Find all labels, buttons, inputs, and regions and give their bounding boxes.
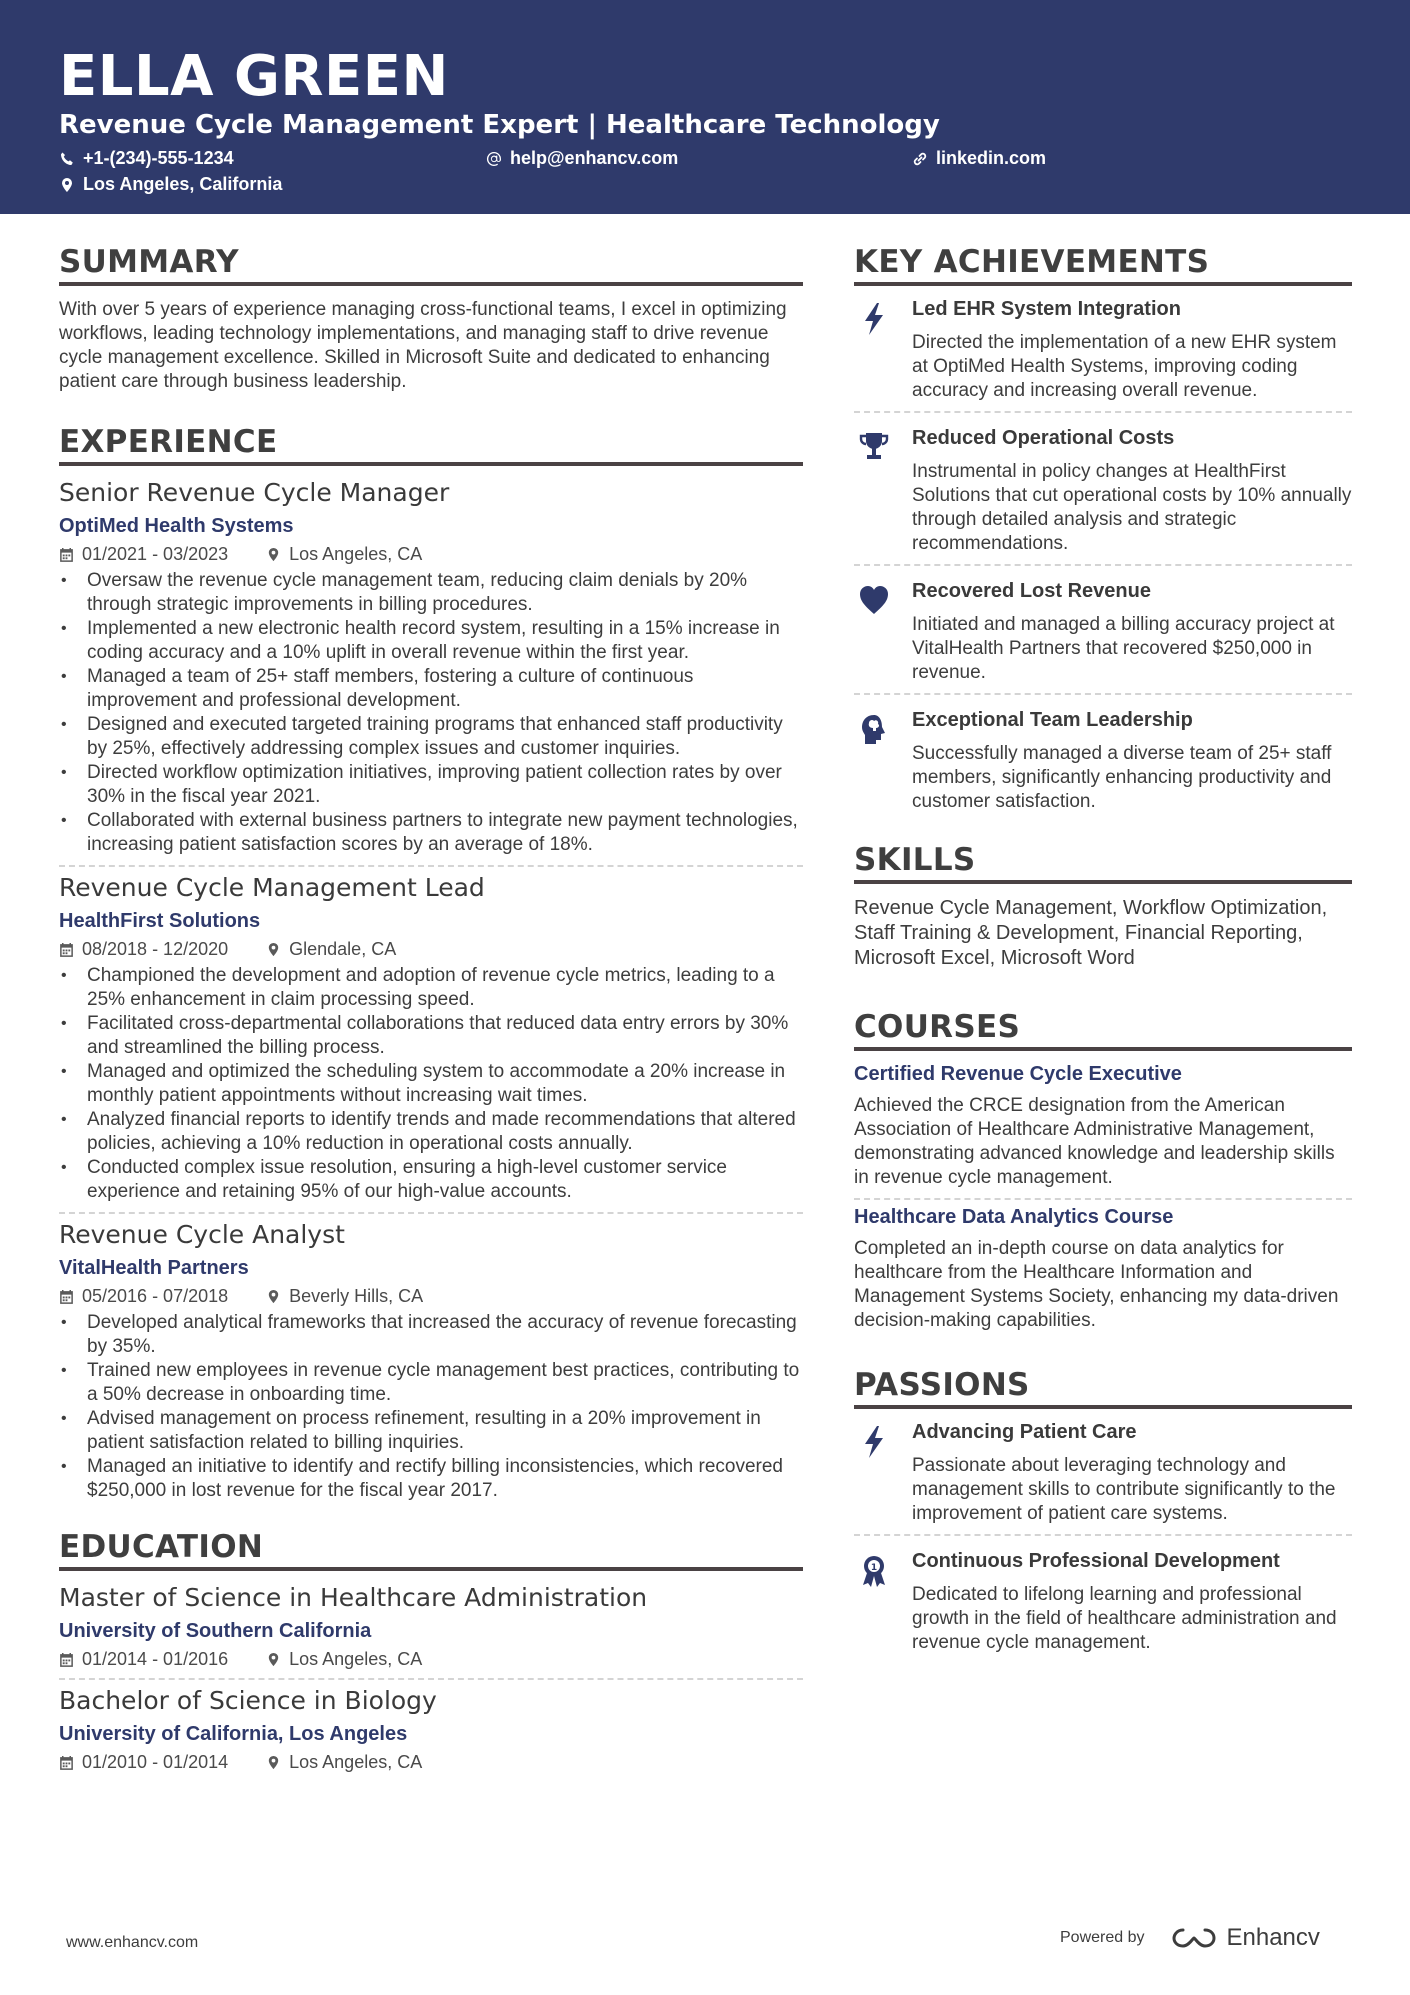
meta-row [59,1752,803,1773]
job-title: Senior Revenue Cycle Manager [59,478,450,507]
courses-heading: COURSES [854,1009,1352,1051]
item-body [912,709,1352,814]
bullet-list [59,1311,803,1503]
enhancv-logo[interactable] [1171,1924,1320,1952]
candidate-headline: Revenue Cycle Management Expert | Healthcare Technology [59,110,940,140]
summary-text: With over 5 years of experience managing cross-functional teams, I excel in optimizing workflows, leading technology implementations, and managing staff to drive revenue cycle management excellence. Skilled in Microsoft Suite and dedicated to enhancing patient care through business leadership. [59,299,787,392]
bullet-item: • Managed and optimized the scheduling system to accommodate a 20% increase in monthly patient appointments without increasing wait times. [59,1060,803,1108]
achievement-item [854,572,1352,685]
location: Glendale, CA [289,939,397,959]
item-title: Continuous Professional Development [912,1550,1280,1572]
date-range: 01/2021 - 03/2023 [82,544,229,564]
achievements-list [854,290,1352,814]
item-body [912,298,1352,403]
location-pin-icon [59,177,75,193]
icon-wrap [854,1550,894,1655]
location-pin-icon [266,942,281,957]
meta-row [59,939,803,960]
divider [59,1212,803,1214]
calendar-icon [59,1652,74,1667]
date-range: 01/2010 - 01/2014 [82,1752,229,1772]
school-name: University of Southern California [59,1620,372,1642]
location-pin-icon [266,1652,281,1667]
resume-header [0,0,1410,214]
item-description: Successfully managed a diverse team of 25+ staff members, significantly enhancing productivity and customer satisfaction. [912,743,1332,812]
item-title: Exceptional Team Leadership [912,709,1193,731]
bullet-item: • Developed analytical frameworks that increased the accuracy of revenue forecasting by 35%. [59,1311,803,1359]
bullet-item: • Implemented a new electronic health record system, resulting in a 15% increase in coding accuracy and a 10% uplift in overall revenue within the first year. [59,617,803,665]
company-name: VitalHealth Partners [59,1257,249,1279]
bullet-item: • Analyzed financial reports to identify trends and made recommendations that altered policies, achieving a 10% reduction in operational costs annually. [59,1108,803,1156]
item-description: Initiated and managed a billing accuracy project at VitalHealth Partners that recovered $250,000 in revenue. [912,614,1335,683]
education-list [59,1583,803,1773]
item-description: Passionate about leveraging technology and management skills to contribute significantly to the improvement of patient care systems. [912,1455,1336,1524]
divider [854,693,1352,695]
location: Los Angeles, CA [289,544,423,564]
trophy-icon [859,431,889,465]
education-entry [59,1686,803,1773]
item-title: Reduced Operational Costs [912,427,1175,449]
footer-website[interactable]: www.enhancv.com [66,1934,199,1951]
brand-name: Enhancv [1226,1924,1320,1951]
item-description: Directed the implementation of a new EHR system at OptiMed Health Systems, improving coding accuracy and increasing overall revenue. [912,332,1337,401]
divider [59,1678,803,1680]
bullet-item: • Designed and executed targeted training programs that enhanced staff productivity by 25%, effectively addressing complex issues and customer inquiries. [59,713,803,761]
location-pin-icon [266,1289,281,1304]
experience-entry [59,1220,803,1503]
location: Los Angeles, CA [289,1649,423,1669]
phone-icon [59,151,75,167]
education-heading: EDUCATION [59,1529,803,1571]
date-range: 01/2014 - 01/2016 [82,1649,229,1669]
course-title: Healthcare Data Analytics Course [854,1206,1174,1228]
course-description: Achieved the CRCE designation from the American Association of Healthcare Administrative Management, demonstrating advanced knowledge and leadership skills in revenue cycle management. [854,1095,1335,1188]
candidate-name: ELLA GREEN [59,44,449,109]
achievement-item [854,1413,1352,1526]
meta-row [59,1286,803,1307]
meta-row [59,544,803,565]
left-column [59,244,803,1773]
divider [854,1198,1352,1200]
location-pin-icon [266,547,281,562]
item-title: Recovered Lost Revenue [912,580,1151,602]
location: Los Angeles, CA [289,1752,423,1772]
bullet-item: • Directed workflow optimization initiatives, improving patient collection rates by over 30% in the fiscal year 2021. [59,761,803,809]
link-icon [912,151,928,167]
summary-heading: SUMMARY [59,244,803,286]
footer-branding [1060,1924,1320,1952]
bullet-list [59,964,803,1204]
item-description: Instrumental in policy changes at HealthFirst Solutions that cut operational costs by 10% annually through detailed analysis and strategic recommendations. [912,461,1352,554]
item-title: Led EHR System Integration [912,298,1181,320]
heart-icon [859,584,889,618]
calendar-icon [59,547,74,562]
degree-title: Bachelor of Science in Biology [59,1686,437,1715]
item-body [912,1550,1352,1655]
award-ribbon-icon [859,1554,889,1588]
job-title: Revenue Cycle Management Lead [59,873,485,902]
skills-heading: SKILLS [854,842,1352,884]
at-sign-icon [486,151,502,167]
item-title: Advancing Patient Care [912,1421,1137,1443]
experience-entry [59,873,803,1204]
experience-heading: EXPERIENCE [59,424,803,466]
item-body [912,427,1352,556]
calendar-icon [59,942,74,957]
achievement-item [854,701,1352,814]
bullet-list [59,569,803,857]
course-title: Certified Revenue Cycle Executive [854,1063,1182,1085]
icon-wrap [854,427,894,556]
divider [854,1534,1352,1536]
head-brain-icon [859,713,889,747]
infinity-logo-icon [1171,1926,1217,1950]
right-column [854,244,1352,1655]
item-body [912,580,1352,685]
item-body [912,1421,1352,1526]
company-name: OptiMed Health Systems [59,515,294,537]
company-name: HealthFirst Solutions [59,910,261,932]
divider [854,564,1352,566]
icon-wrap [854,298,894,403]
meta-row [59,1649,803,1670]
achievements-heading: KEY ACHIEVEMENTS [854,244,1352,286]
achievement-item [854,290,1352,403]
date-range: 08/2018 - 12/2020 [82,939,229,959]
icon-wrap [854,580,894,685]
job-title: Revenue Cycle Analyst [59,1220,345,1249]
experience-entry [59,478,803,857]
bullet-item: • Advised management on process refinement, resulting in a 20% improvement in patient satisfaction related to billing inquiries. [59,1407,803,1455]
bullet-item: • Conducted complex issue resolution, ensuring a high-level customer service experience and retaining 95% of our high-value accounts. [59,1156,803,1204]
achievement-item [854,1542,1352,1655]
powered-by-text: Powered by [1060,1929,1145,1946]
location-text: Los Angeles, California [83,174,283,194]
linkedin-text: linkedin.com [936,148,1047,168]
icon-wrap [854,1421,894,1526]
bullet-item: • Trained new employees in revenue cycle management best practices, contributing to a 50% decrease in onboarding time. [59,1359,803,1407]
bullet-item: • Facilitated cross-departmental collaborations that reduced data entry errors by 30% and streamlined the billing process. [59,1012,803,1060]
education-entry [59,1583,803,1670]
date-range: 05/2016 - 07/2018 [82,1286,229,1306]
contact-email[interactable] [486,148,678,169]
calendar-icon [59,1289,74,1304]
course-description: Completed an in-depth course on data analytics for healthcare from the Healthcare Information and Management Systems Society, enhancing my data-driven decision-making capabilities. [854,1238,1339,1331]
item-description: Dedicated to lifelong learning and professional growth in the field of healthcare administration and revenue cycle management. [912,1584,1337,1653]
bullet-item: • Championed the development and adoption of revenue cycle metrics, leading to a 25% enhancement in claim processing speed. [59,964,803,1012]
bullet-item: • Managed an initiative to identify and rectify billing inconsistencies, which recovered $250,000 in lost revenue for the fiscal year 2017. [59,1455,803,1503]
location-pin-icon [266,1755,281,1770]
icon-wrap [854,709,894,814]
contact-linkedin[interactable] [912,148,1046,169]
bullet-item: • Oversaw the revenue cycle management team, reducing claim denials by 20% through strategic improvements in billing procedures. [59,569,803,617]
achievement-item [854,419,1352,556]
calendar-icon [59,1755,74,1770]
lightning-icon [859,1425,889,1459]
bullet-item: • Collaborated with external business partners to integrate new payment technologies, increasing patient satisfaction scores by an average of 18%. [59,809,803,857]
courses-list [854,1063,1352,1333]
lightning-icon [859,302,889,336]
experience-list [59,478,803,1503]
email-text: help@enhancv.com [510,148,679,168]
contact-location [59,174,282,195]
divider [59,865,803,867]
svg-text:1: 1 [870,1563,878,1573]
divider [854,411,1352,413]
contact-phone[interactable] [59,148,234,169]
passions-heading: PASSIONS [854,1367,1352,1409]
passions-list [854,1413,1352,1655]
school-name: University of California, Los Angeles [59,1723,408,1745]
phone-text: +1-(234)-555-1234 [83,148,234,168]
degree-title: Master of Science in Healthcare Administration [59,1583,648,1612]
skills-text: Revenue Cycle Management, Workflow Optimization, Staff Training & Development, Financial Reporting, Microsoft Excel, Microsoft Word [854,897,1328,969]
location: Beverly Hills, CA [289,1286,424,1306]
bullet-item: • Managed a team of 25+ staff members, fostering a culture of continuous improvement and professional development. [59,665,803,713]
